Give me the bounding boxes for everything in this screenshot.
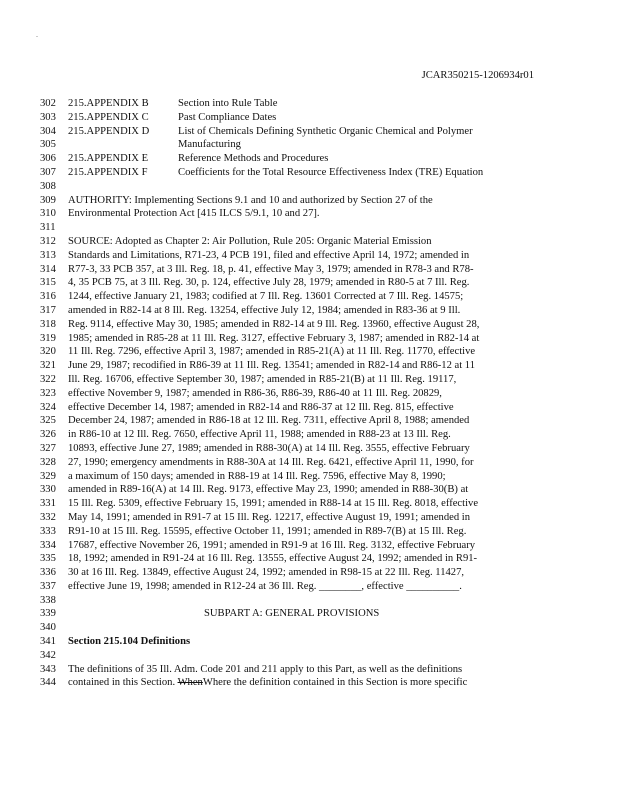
text-line	[40, 594, 600, 608]
appendix-code: 215.APPENDIX C	[68, 111, 149, 123]
line-number: 338	[40, 594, 56, 606]
text-line	[40, 525, 600, 539]
line-number: 335	[40, 553, 56, 565]
appendix-row	[40, 166, 600, 180]
appendix-row	[40, 111, 600, 125]
line-text: May 14, 1991; amended in R91-7 at 15 Ill. Reg. 12217, effective August 19, 1991; amended in	[68, 511, 471, 523]
line-number: 327	[40, 442, 56, 454]
appendix-code: 215.APPENDIX F	[68, 166, 148, 178]
line-number: 307	[40, 166, 56, 178]
text-line	[40, 332, 600, 346]
text-line	[40, 414, 600, 428]
line-text: Environmental Protection Act [415 ILCS 5/9.1, 10 and 27].	[68, 208, 320, 220]
line-number: 308	[40, 180, 56, 192]
appendix-title: Reference Methods and Procedures	[178, 153, 329, 165]
text-line	[40, 566, 600, 580]
line-number: 322	[40, 373, 56, 385]
line-number: 325	[40, 415, 56, 427]
line-text: AUTHORITY: Implementing Sections 9.1 and 10 and authorized by Section 27 of the	[68, 194, 433, 206]
line-text: effective December 14, 1987; amended in R82-14 and R86-37 at 12 Ill. Reg. 815, effective	[68, 401, 454, 413]
appendix-title: Coefficients for the Total Resource Effectiveness Index (TRE) Equation	[178, 166, 484, 178]
appendix-row	[40, 125, 600, 139]
line-text: 30 at 16 Ill. Reg. 13849, effective August 24, 1992; amended in R98-15 at 22 Ill. Reg. 11427,	[68, 567, 465, 579]
appendix-title: Past Compliance Dates	[178, 111, 277, 123]
line-text: Reg. 9114, effective May 30, 1985; amended in R82-14 at 9 Ill. Reg. 13960, effective August 28,	[68, 318, 480, 330]
line-number: 305	[40, 139, 56, 151]
line-number: 311	[40, 222, 56, 234]
text-line	[40, 552, 600, 566]
text-line	[40, 345, 600, 359]
line-number: 321	[40, 360, 56, 372]
text-line	[40, 304, 600, 318]
text-line	[40, 318, 600, 332]
line-number: 331	[40, 498, 56, 510]
line-text: R77-3, 33 PCB 357, at 3 Ill. Reg. 18, p. 41, effective May 3, 1979; amended in R78-3 and R78-	[68, 263, 474, 275]
line-number: 344	[40, 677, 56, 689]
line-number: 320	[40, 346, 56, 358]
line-number: 309	[40, 194, 56, 206]
line-text-before: contained in this Section.	[68, 677, 178, 689]
text-line	[40, 194, 600, 208]
line-text: SOURCE: Adopted as Chapter 2: Air Pollution, Rule 205: Organic Material Emission	[68, 235, 432, 247]
line-number: 324	[40, 401, 56, 413]
line-text-after: Where the definition contained in this Section is more specific	[202, 677, 468, 689]
section-heading-line	[40, 635, 600, 649]
text-line	[40, 470, 600, 484]
line-number: 316	[40, 291, 56, 303]
text-line	[40, 373, 600, 387]
line-text: a maximum of 150 days; amended in R88-19 at 14 Ill. Reg. 7596, effective May 8, 1990;	[68, 470, 446, 482]
line-number: 313	[40, 249, 56, 261]
line-text: 1985; amended in R85-28 at 11 Ill. Reg. 3127, effective February 3, 1987; amended in R82-14 at	[68, 332, 480, 344]
text-line	[40, 207, 600, 221]
line-number: 310	[40, 208, 56, 220]
appendix-code: 215.APPENDIX E	[68, 153, 149, 165]
line-number: 306	[40, 153, 56, 165]
line-text: amended in R89-16(A) at 14 Ill. Reg. 9173, effective May 23, 1990; amended in R88-30(B) at	[68, 484, 469, 496]
text-line	[40, 428, 600, 442]
appendix-title: List of Chemicals Defining Synthetic Organic Chemical and Polymer	[178, 125, 473, 137]
line-number: 336	[40, 567, 56, 579]
line-number: 337	[40, 580, 56, 592]
line-text: 17687, effective November 26, 1991; amended in R91-9 at 16 Ill. Reg. 3132, effective February	[68, 539, 476, 551]
text-line	[40, 276, 600, 290]
line-number: 342	[40, 649, 56, 661]
corner-mark: .	[36, 30, 38, 39]
text-line	[40, 387, 600, 401]
text-line	[40, 401, 600, 415]
line-number: 315	[40, 277, 56, 289]
appendix-code: 215.APPENDIX B	[68, 98, 149, 109]
text-line	[40, 221, 600, 235]
document-id: JCAR350215-1206934r01	[421, 70, 534, 81]
struck-word: When	[177, 677, 203, 689]
text-line	[40, 235, 600, 249]
text-line	[40, 663, 600, 677]
line-text: December 24, 1987; amended in R86-18 at 12 Ill. Reg. 7311, effective April 8, 1988; amended	[68, 415, 470, 427]
line-text: 27, 1990; emergency amendments in R88-30A at 14 Ill. Reg. 6421, effective April 11, 1990, for	[68, 456, 474, 468]
line-number: 318	[40, 318, 56, 330]
text-line	[40, 180, 600, 194]
text-line	[40, 290, 600, 304]
text-line	[40, 676, 600, 690]
line-text	[68, 676, 467, 690]
line-number: 341	[40, 636, 56, 648]
line-text: 18, 1992; amended in R91-24 at 16 Ill. Reg. 13555, effective August 24, 1992; amended in R91-	[68, 553, 478, 565]
line-number: 314	[40, 263, 56, 275]
line-number: 303	[40, 111, 56, 123]
text-line	[40, 456, 600, 470]
line-text: effective November 9, 1987; amended in R86-36, R86-39, R86-40 at 11 Ill. Reg. 20829,	[68, 387, 442, 399]
appendix-title: Section into Rule Table	[178, 98, 278, 109]
line-number: 333	[40, 525, 56, 537]
line-text: Ill. Reg. 16706, effective September 30, 1987; amended in R85-21(B) at 11 Ill. Reg. 19117,	[68, 373, 457, 385]
section-heading: Section 215.104 Definitions	[68, 636, 191, 648]
line-number: 334	[40, 539, 56, 551]
line-number: 328	[40, 456, 56, 468]
line-number: 339	[40, 608, 56, 620]
line-number: 312	[40, 235, 56, 247]
line-number: 317	[40, 304, 56, 316]
document-body	[40, 97, 600, 690]
text-line	[40, 442, 600, 456]
line-text: Standards and Limitations, R71-23, 4 PCB 191, filed and effective April 14, 1972; amended in	[68, 249, 470, 261]
line-text: in R86-10 at 12 Ill. Reg. 7650, effective April 11, 1988; amended in R88-23 at 13 Ill. Reg.	[68, 429, 451, 441]
text-line	[40, 249, 600, 263]
line-text: amended in R82-14 at 8 Ill. Reg. 13254, effective July 12, 1984; amended in R83-36 at 9 Ill.	[68, 304, 461, 316]
line-text: The definitions of 35 Ill. Adm. Code 201 and 211 apply to this Part, as well as the definitions	[68, 663, 463, 675]
text-line	[40, 539, 600, 553]
text-line	[40, 359, 600, 373]
subpart-heading-line	[40, 607, 600, 621]
line-text: 4, 35 PCB 75, at 3 Ill. Reg. 30, p. 124, effective July 28, 1979; amended in R80-5 at 7 Ill. Reg.	[68, 277, 470, 289]
line-number: 302	[40, 98, 56, 109]
line-text: 11 Ill. Reg. 7296, effective April 3, 1987; amended in R85-21(A) at 11 Ill. Reg. 11770, effective	[68, 346, 476, 358]
subpart-heading: SUBPART A: GENERAL PROVISIONS	[204, 608, 380, 620]
line-number: 343	[40, 663, 56, 675]
line-text: 15 Ill. Reg. 5309, effective February 15, 1991; amended in R88-14 at 15 Ill. Reg. 8018, effective	[68, 498, 479, 510]
line-number: 329	[40, 470, 56, 482]
appendix-row	[40, 152, 600, 166]
appendix-row	[40, 138, 600, 152]
line-number: 319	[40, 332, 56, 344]
appendix-code: 215.APPENDIX D	[68, 125, 150, 137]
line-number: 332	[40, 511, 56, 523]
text-line	[40, 483, 600, 497]
text-line	[40, 580, 600, 594]
line-text: effective June 19, 1998; amended in R12-24 at 36 Ill. Reg. ________, effective __________.	[68, 580, 462, 592]
text-line	[40, 621, 600, 635]
text-line	[40, 649, 600, 663]
line-text: 10893, effective June 27, 1989; amended in R88-30(A) at 14 Ill. Reg. 3555, effective February	[68, 442, 470, 454]
line-text: R91-10 at 15 Ill. Reg. 15595, effective October 11, 1991; amended in R89-7(B) at 15 Ill. Reg.	[68, 525, 467, 537]
appendix-title: Manufacturing	[178, 139, 241, 151]
line-number: 326	[40, 429, 56, 441]
line-text: 1244, effective January 21, 1983; codified at 7 Ill. Reg. 13601 Corrected at 7 Ill. Reg. 14575;	[68, 291, 464, 303]
text-line	[40, 263, 600, 277]
line-number: 323	[40, 387, 56, 399]
appendix-row	[40, 97, 600, 111]
text-line	[40, 511, 600, 525]
line-number: 340	[40, 622, 56, 634]
line-number: 330	[40, 484, 56, 496]
line-number: 304	[40, 125, 56, 137]
text-line	[40, 497, 600, 511]
line-text: June 29, 1987; recodified in R86-39 at 11 Ill. Reg. 13541; amended in R82-14 and R86-12 at 11	[68, 360, 476, 372]
